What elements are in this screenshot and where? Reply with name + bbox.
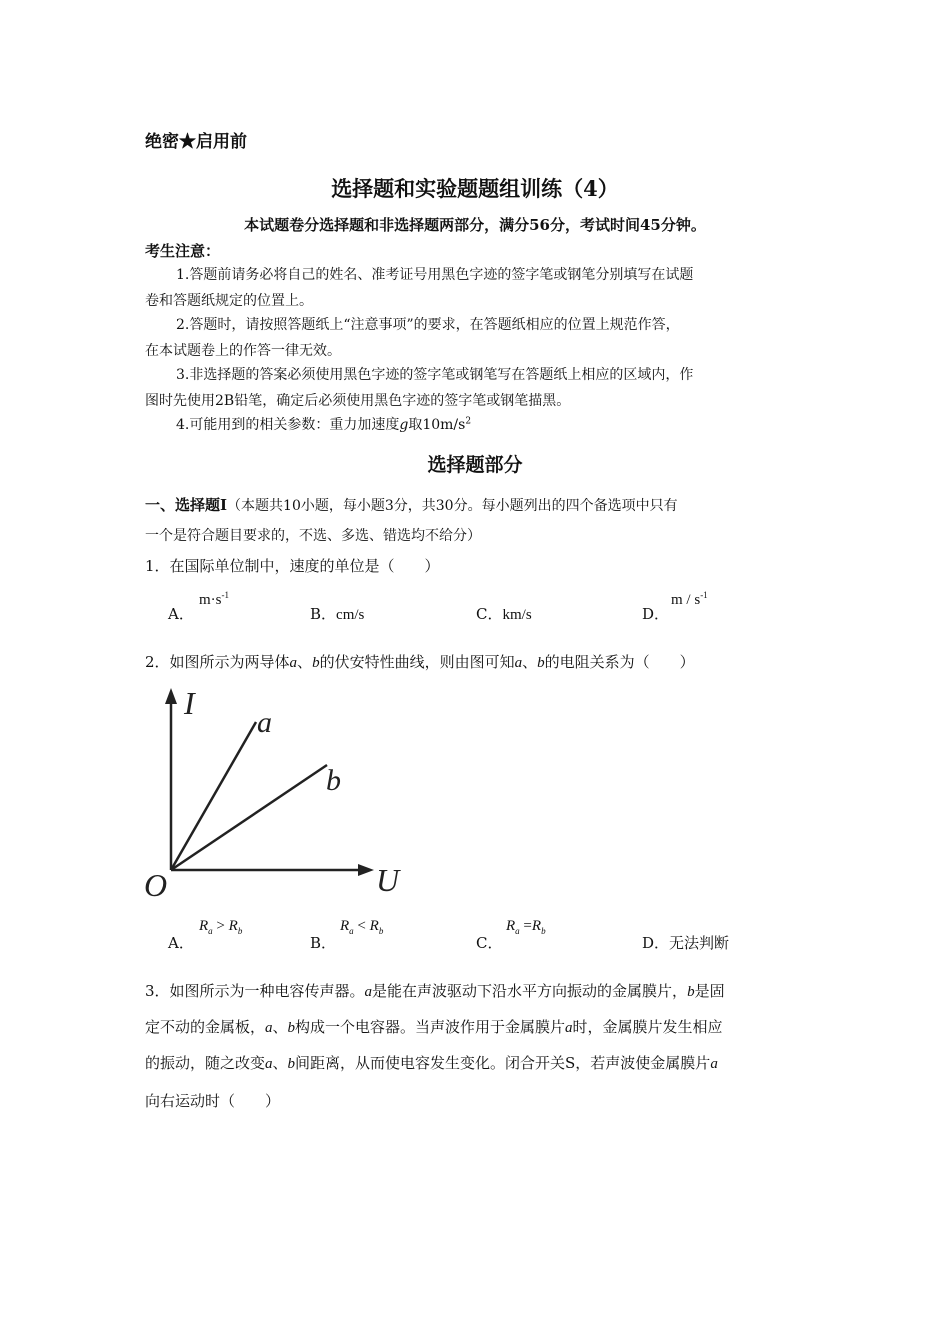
q3-separator: 、 bbox=[272, 1018, 288, 1036]
q1-option-c bbox=[476, 603, 532, 624]
notice-item-4-prefix: 4.可能用到的相关参数：重力加速度 bbox=[176, 417, 400, 433]
q1-option-b-label: B． bbox=[310, 605, 337, 623]
line-b bbox=[171, 765, 327, 870]
q2-stem-part-2: 的伏安特性曲线，则由图可知 bbox=[319, 653, 515, 671]
q2-b-operator: < bbox=[357, 918, 366, 934]
notice-item-2-line-1: 2.答题时，请按照答题纸上“注意事项”的要求，在答题纸相应的位置上规范作答， bbox=[176, 317, 680, 333]
x-axis-arrow bbox=[358, 864, 374, 876]
notice-heading: 考生注意： bbox=[145, 242, 221, 260]
q2-c-sub2: b bbox=[541, 926, 546, 936]
q1-option-d-exponent: -1 bbox=[700, 590, 708, 600]
q2-option-c-relation bbox=[506, 918, 546, 936]
q3-symbol-a-3: a bbox=[565, 1020, 573, 1036]
q3-l2-part-1: 定不动的金属板， bbox=[145, 1018, 266, 1036]
q1-stem: 1．在国际单位制中，速度的单位是（ ） bbox=[145, 557, 440, 575]
section-title: 选择题部分 bbox=[427, 454, 523, 476]
confidential-mark: 绝密★启用前 bbox=[145, 132, 247, 152]
q3-symbol-b-3: b bbox=[287, 1056, 296, 1072]
q2-stem-part-3: 的电阻关系为（ ） bbox=[544, 653, 695, 671]
q2-separator: 、 bbox=[297, 653, 313, 671]
q3-symbol-b-2: b bbox=[287, 1020, 296, 1036]
q3-symbol-a: a bbox=[364, 984, 373, 1000]
q2-option-a-relation bbox=[199, 918, 242, 936]
q3-l2-part-3: 时，金属膜片发生相应 bbox=[572, 1018, 723, 1036]
q2-b-sub2: b bbox=[378, 926, 384, 936]
q3-line-3 bbox=[145, 1052, 718, 1073]
q3-l2-part-2: 构成一个电容器。当声波作用于金属膜片 bbox=[295, 1018, 566, 1036]
notice-item-4-suffix: 取10m/s bbox=[408, 417, 466, 433]
q1-option-a-label: A． bbox=[168, 605, 194, 623]
q2-option-a-label: A． bbox=[168, 934, 194, 952]
q2-option-d bbox=[642, 932, 729, 953]
x-axis-label: U bbox=[376, 862, 400, 898]
q2-b-r1: R bbox=[340, 918, 350, 934]
q2-separator-2: 、 bbox=[522, 653, 538, 671]
q3-l1-part-1: 3．如图所示为一种电容传声器。 bbox=[145, 982, 365, 1000]
q3-l3-part-1: 的振动，随之改变 bbox=[145, 1054, 266, 1072]
q1-option-d-unit: m / s bbox=[671, 592, 701, 608]
notice-item-1-line-1: 1.答题前请务必将自己的姓名、准考证号用黑色字迹的签字笔或钢笔分别填写在试题 bbox=[176, 267, 694, 283]
notice-item-4 bbox=[176, 414, 471, 434]
q3-symbol-a-2: a bbox=[265, 1020, 273, 1036]
q1-option-d-value bbox=[671, 590, 708, 609]
q2-symbol-a: a bbox=[289, 655, 298, 671]
notice-item-1-line-2: 卷和答题纸规定的位置上。 bbox=[145, 293, 313, 309]
q2-a-operator: > bbox=[216, 918, 225, 934]
line-a bbox=[171, 722, 256, 870]
q1-option-c-label: C． bbox=[476, 605, 503, 623]
q3-l1-part-3: 是固 bbox=[694, 982, 725, 1000]
origin-label: O bbox=[144, 867, 168, 903]
q1-option-a-exponent: -1 bbox=[221, 590, 229, 600]
q2-option-d-value: 无法判断 bbox=[669, 934, 730, 952]
q3-symbol-a-5: a bbox=[710, 1056, 718, 1072]
q3-line-1 bbox=[145, 980, 725, 1001]
q3-symbol-b: b bbox=[687, 984, 695, 1000]
unit-exponent: 2 bbox=[465, 416, 472, 427]
y-axis-label: I bbox=[184, 685, 195, 721]
part1-desc-line-1: （本题共10小题，每小题3分，共30分。每小题列出的四个备选项中只有 bbox=[227, 498, 678, 514]
q1-option-b-value: cm/s bbox=[336, 607, 365, 623]
q3-symbol-a-4: a bbox=[265, 1056, 273, 1072]
q2-option-d-label: D． bbox=[642, 934, 670, 952]
y-axis-arrow bbox=[165, 688, 177, 704]
q2-a-r2: R bbox=[228, 918, 238, 934]
q3-l3-part-2: 间距离，从而使电容发生变化。闭合开关S，若声波使金属膜片 bbox=[295, 1054, 711, 1072]
part1-header bbox=[145, 494, 678, 515]
q2-option-b-label: B． bbox=[310, 934, 337, 952]
q2-c-operator: = bbox=[523, 918, 532, 934]
q2-symbol-b-2: b bbox=[537, 655, 545, 671]
q3-l1-part-2: 是能在声波驱动下沿水平方向振动的金属膜片， bbox=[372, 982, 688, 1000]
part1-label: 一、选择题Ⅰ bbox=[145, 496, 228, 514]
q1-option-a-value bbox=[199, 590, 229, 609]
q2-c-r2: R bbox=[531, 918, 542, 934]
q2-option-b-relation bbox=[340, 918, 383, 936]
q2-symbol-b: b bbox=[312, 655, 320, 671]
notice-item-3-line-1: 3.非选择题的答案必须使用黑色字迹的签字笔或钢笔写在答题纸上相应的区域内，作 bbox=[176, 367, 694, 383]
q2-b-r2: R bbox=[369, 918, 379, 934]
q2-a-sub1: a bbox=[208, 926, 213, 936]
q2-stem-part-1: 2．如图所示为两导体 bbox=[145, 653, 290, 671]
q3-line-4: 向右运动时（ ） bbox=[145, 1092, 281, 1110]
q3-separator-2: 、 bbox=[272, 1054, 288, 1072]
q1-option-b bbox=[310, 603, 364, 624]
iu-graph bbox=[140, 684, 420, 904]
q2-stem bbox=[145, 651, 695, 672]
part1-desc-line-2: 一个是符合题目要求的，不选、多选、错选均不给分） bbox=[145, 528, 481, 544]
q1-option-a-unit: m·s bbox=[199, 592, 222, 608]
gravity-symbol: g bbox=[399, 417, 409, 433]
q2-b-sub1: a bbox=[349, 926, 354, 936]
exam-intro: 本试题卷分选择题和非选择题两部分，满分56分，考试时间45分钟。 bbox=[244, 216, 706, 234]
q2-c-sub1: a bbox=[515, 926, 520, 936]
notice-item-3-line-2: 图时先使用2B铅笔，确定后必须使用黑色字迹的签字笔或钢笔描黑。 bbox=[145, 393, 571, 409]
q2-a-sub2: b bbox=[237, 926, 243, 936]
q1-option-d-label: D． bbox=[642, 605, 670, 623]
q2-c-r1: R bbox=[506, 918, 516, 934]
q2-a-r1: R bbox=[199, 918, 209, 934]
line-b-label: b bbox=[326, 764, 341, 797]
notice-item-2-line-2: 在本试题卷上的作答一律无效。 bbox=[145, 343, 341, 359]
q2-symbol-a-2: a bbox=[514, 655, 523, 671]
page-title: 选择题和实验题题组训练（4） bbox=[331, 176, 619, 201]
q1-option-c-value: km/s bbox=[502, 607, 532, 623]
q3-line-2 bbox=[145, 1016, 723, 1037]
line-a-label: a bbox=[257, 706, 272, 739]
q2-option-c-label: C． bbox=[476, 934, 503, 952]
